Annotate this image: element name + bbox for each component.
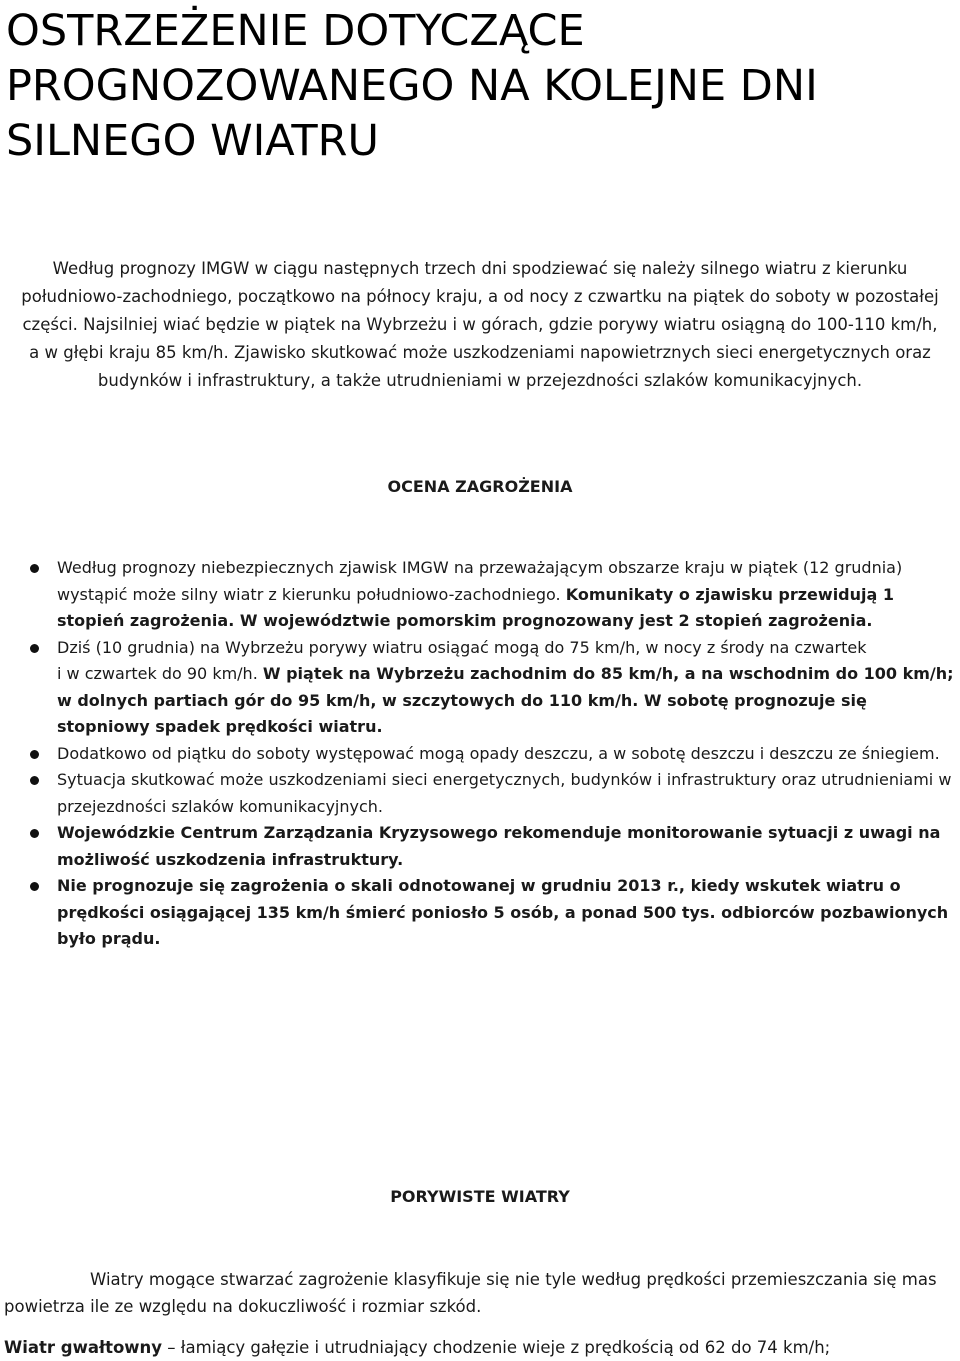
list-item-bold-text: W piątek na Wybrzeżu zachodnim do 85 km/h, a na wschodnim do 100 km/h; w dolnych partiach gór do 95 km/h, w szczytowych do 110 km/h. W sobotę prognozuje się stopniowy spadek prędkości wiatru.: [57, 664, 954, 736]
gusty-wind-paragraph: Wiatry mogące stwarzać zagrożenie klasyfikuje się nie tyle według prędkości przemieszczania się mas powietrza ile ze względu na dokuczliwość i rozmiar szkód.: [4, 1270, 937, 1316]
bullet-icon: [30, 776, 39, 785]
list-item-text: Według prognozy niebezpiecznych zjawisk IMGW na przeważającym obszarze kraju w piątek (12 grudnia) wystąpić może silny wiatr z kierunku południowo-zachodniego.: [57, 558, 903, 604]
list-item-text: Dodatkowo od piątku do soboty występować mogą opady deszczu, a w sobotę deszczu i deszczu ze śniegiem.: [57, 743, 940, 763]
list-item-text: Dziś (10 grudnia) na Wybrzeżu porywy wiatru osiągać mogą do 75 km/h, w nocy z środy na czwartek: [57, 637, 867, 657]
list-item-bold-text: Komunikaty o zjawisku przewidują 1 stopień zagrożenia. W województwie pomorskim prognozowany jest 2 stopień zagrożenia.: [57, 584, 894, 630]
list-item: [30, 873, 960, 953]
list-item-text-continued: i w czwartek do 90 km/h.: [57, 664, 263, 683]
bullet-icon: [30, 829, 39, 838]
bullet-icon: [30, 644, 39, 653]
term-definition: – łamiący gałęzie i utrudniający chodzenie wieje z prędkością od 62 do 74 km/h;: [162, 1338, 831, 1357]
bullet-icon: [30, 750, 39, 759]
threat-assessment-list: [30, 555, 960, 953]
page-title: OSTRZEŻENIE DOTYCZĄCE PROGNOZOWANEGO NA KOLEJNE DNI SILNEGO WIATRU: [6, 6, 818, 166]
bullet-icon: [30, 882, 39, 891]
list-item-text: Sytuacja skutkować może uszkodzeniami sieci energetycznych, budynków i infrastruktury oraz utrudnieniami w przejezdności szlaków komunikacyjnych.: [57, 770, 952, 816]
intro-text-part1: Według prognozy IMGW w ciągu następnych trzech dni spodziewać się należy silnego wiatru z kierunku południowo-zachodniego, początkowo na północy kraju, a od nocy z czwartku na piątek do soboty w pozostałej części. Najsilniej wiać będzie w piątek na Wybrzeżu i w górach, gdzie porywy wiatru osiągną do 100-110 km/h,: [21, 259, 939, 334]
intro-paragraph: [0, 255, 960, 395]
list-item-bold-text: Nie prognozuje się zagrożenia o skali odnotowanej w grudniu 2013 r., kiedy wskutek wiatru o prędkości osiągającej 135 km/h śmierć poniosło 5 osób, a ponad 500 tys. odbiorców pozbawionych było prądu.: [57, 876, 949, 948]
list-item: [30, 635, 960, 741]
term-bold: Wiatr gwałtowny: [4, 1338, 163, 1357]
section-heading-porywiste: PORYWISTE WIATRY: [390, 1187, 570, 1206]
intro-text-part2: a w głębi kraju 85 km/h. Zjawisko skutkować może uszkodzeniami napowietrznych sieci energetycznych oraz budynków i infrastruktury, a także utrudnieniami w przejezdności szlaków komunikacyjnych.: [29, 343, 931, 390]
list-item: [30, 767, 960, 820]
list-item: [30, 820, 960, 873]
bullet-icon: [30, 564, 39, 573]
list-item: [30, 555, 960, 635]
section-heading-ocena: OCENA ZAGROŻENIA: [387, 477, 573, 496]
list-item-bold-text: Wojewódzkie Centrum Zarządzania Kryzysowego rekomenduje monitorowanie sytuacji z uwagi na możliwość uszkodzenia infrastruktury.: [57, 823, 941, 869]
list-item: [30, 741, 960, 768]
violent-wind-definition: [4, 1334, 954, 1361]
